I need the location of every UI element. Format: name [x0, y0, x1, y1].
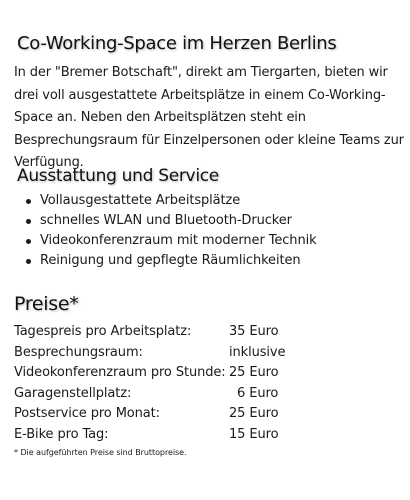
list-item [14, 231, 394, 251]
price-label: Garagenstellplatz: [14, 385, 132, 401]
table-row [14, 386, 314, 407]
table-row [14, 406, 314, 427]
list-item [14, 191, 394, 211]
list-item-label: Videokonferenzraum mit moderner Technik [40, 233, 317, 248]
list-item [14, 211, 394, 231]
table-row [14, 365, 314, 386]
price-label: Postservice pro Monat: [14, 406, 160, 421]
price-value: inklusive [229, 344, 286, 360]
price-label: Videokonferenzraum pro Stunde: [14, 365, 226, 380]
bullet-icon [26, 199, 31, 204]
list-item [14, 251, 394, 271]
price-value: 25 Euro [229, 406, 279, 421]
price-footnote: * Die aufgeführten Preise sind Bruttopreise. [14, 448, 187, 457]
table-row [14, 324, 314, 345]
feature-list [14, 191, 394, 271]
bullet-icon [26, 259, 31, 264]
list-item-label: Reinigung und gepflegte Räumlichkeiten [40, 253, 301, 268]
table-row [14, 345, 314, 366]
bullet-icon [26, 219, 31, 224]
table-row [14, 427, 314, 448]
price-label: Tagespreis pro Arbeitsplatz: [14, 324, 192, 339]
price-table [14, 324, 314, 447]
price-value: 25 Euro [229, 365, 279, 380]
price-label: E-Bike pro Tag: [14, 426, 109, 442]
price-label: Besprechungsraum: [14, 344, 143, 360]
section-heading-ausstattung: Ausstattung und Service [17, 166, 219, 186]
price-value: 6 Euro [237, 385, 279, 401]
page-title: Co-Working-Space im Herzen Berlins [17, 33, 337, 54]
bullet-icon [26, 239, 31, 244]
price-value: 35 Euro [229, 324, 279, 339]
intro-paragraph: In der "Bremer Botschaft", direkt am Tiergarten, bieten wir drei voll ausgestattete Arbeitsplätze in einem Co-Working-Space an. Neben den Arbeitsplätzen steht ein Besprechungsraum für Einzelpersonen oder kleine Teams zur Verfügung. [14, 65, 404, 170]
list-item-label: Vollausgestattete Arbeitsplätze [40, 193, 241, 208]
section-heading-preise: Preise* [14, 293, 79, 315]
list-item-label: schnelles WLAN und Bluetooth-Drucker [40, 213, 292, 228]
price-value: 15 Euro [229, 426, 279, 442]
